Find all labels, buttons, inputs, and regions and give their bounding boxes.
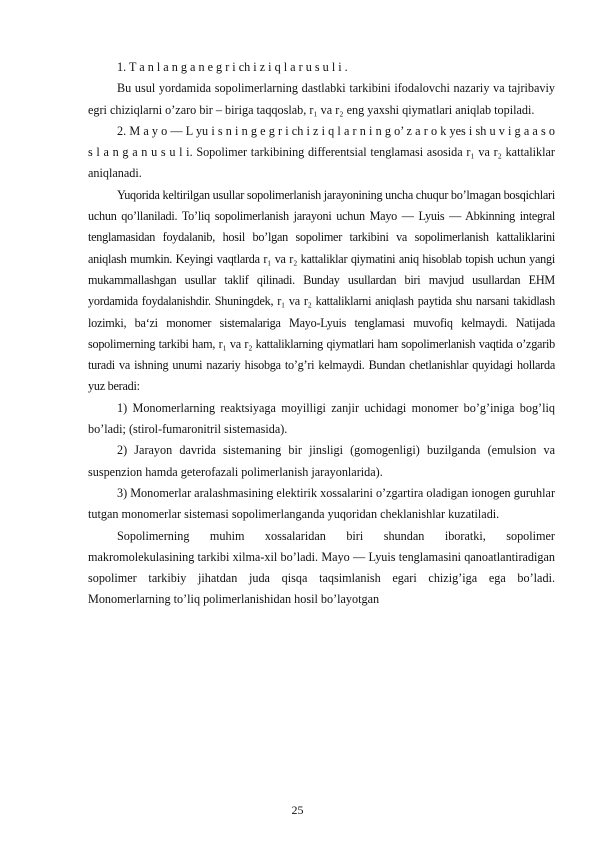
method-2-paragraph: 2. M a y o — L yu i s n i n g e g r i ch i z i q l a r n i n g o’ z a r o k yes i sh u v i g a a s o s l a n g a n u s u l i. Sopolimer tarkibining differentsial tenglamasi asosida r₁ va r₂ kattaliklar aniqlanadi. <box>88 123 555 181</box>
methods-discussion-paragraph: Yuqorida keltirilgan usullar sopolimerlanish jarayonining uncha chuqur bo’lmagan bosqichlari uchun qo’llaniladi. To’liq sopolimerlanish jarayoni uchun Mayo — Lyuis — Abkinning integral tenglamasidan foydalanib, hosil bo’lgan sopolimer tarkibini va sopolimerlanish kattaliklarini aniqlash mumkin. Keyingi vaqtlarda r₁ va r₂ kattaliklar qiymatini aniq hisoblab topish uchun yangi mukammallashgan usullar taklif qilinadi. Bunday usullardan biri mavjud usullardan EHM yordamida foydalanishdir. Shuningdek, r₁ va r₂ kattaliklarni aniqlash paytida shu narsani takidlash lozimki, ba‘zi monomer sistemalariga Mayo-Lyuis tenglamasi muvofiq kelmaydi. Natijada sopolimerning tarkibi ham, r₁ va r₂ kattaliklarning qiymatlari ham sopolimerlanish vaqtida o’zgarib turadi va ishning unumi nazariy hisobga to’g’ri kelmaydi. Bundan chetlanishlar quyidagi hollarda yuz beradi: <box>88 187 555 394</box>
text-body <box>88 57 555 611</box>
method-1-heading: 1. T a n l a n g a n e g r i ch i z i q l a r u s u l i . <box>117 60 348 74</box>
page-number: 25 <box>291 803 304 817</box>
copolymer-properties-paragraph: Sopolimerning muhim xossalaridan biri shundan iboratki, sopolimer makromolekulasining tarkibi xilma-xil bo’ladi. Mayo — Lyuis tenglamasini qanoatlantiradigan sopolimer tarkibiy jihatdan juda qisqa taqsimlanish egari chizig’iga ega bo’ladi. Monomerlarning to’liq polimerlanishidan hosil bo’layotgan <box>88 528 555 607</box>
deviation-item-1: 1) Monomerlarning reaktsiyaga moyilligi zanjir uchidagi monomer bo’g’iniga bog’liq bo’ladi; (stirol-fumaronitril sistemasida). <box>88 400 555 437</box>
deviation-item-2: 2) Jarayon davrida sistemaning bir jinsligi (gomogenligi) buzilganda (emulsion va suspenzion hamda geterofazali polimerlanish jarayonlarida). <box>88 443 555 479</box>
deviation-item-3: 3) Monomerlar aralashmasining elektirik xossalarini o’zgartira oladigan ionogen guruhlar tutgan monomerlar sistemasi sopolimerlanganda yuqoridan cheklanishlar kuzatiladi. <box>88 485 555 522</box>
method-1-description: Bu usul yordamida sopolimerlarning dastlabki tarkibini ifodalovchi nazariy va tajribaviy egri chiziqlarni o’zaro bir – biriga taqqoslab, r₁ va r₂ eng yaxshi qiymatlari aniqlab topiladi. <box>88 81 555 117</box>
